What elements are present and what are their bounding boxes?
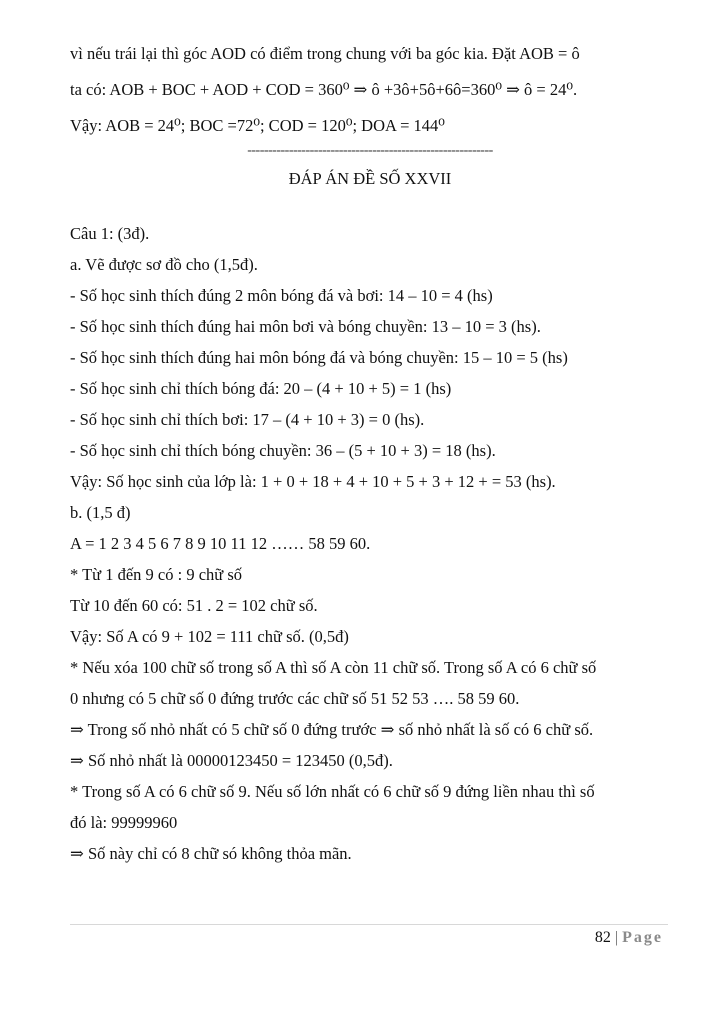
- section-heading: ĐÁP ÁN ĐỀ SỐ XXVII: [288, 169, 452, 188]
- question-title: Câu 1: (3đ).: [70, 224, 150, 243]
- text-line: - Số học sinh thích đúng hai môn bơi và bóng chuyền: 13 – 10 = 3 (hs).: [70, 317, 541, 336]
- text-line: * Nếu xóa 100 chữ số trong số A thì số A còn 11 chữ số. Trong số A có 6 chữ số: [70, 658, 597, 677]
- text-line: ⇒ Số này chỉ có 8 chữ só không thỏa mãn.: [70, 844, 352, 863]
- text-line: - Số học sinh chỉ thích bơi: 17 – (4 + 10 + 3) = 0 (hs).: [70, 410, 425, 429]
- page-number: 82: [594, 929, 611, 946]
- text-line: ta có: AOB + BOC + AOD + COD = 360⁰ ⇒ ô +3ô+5ô+6ô=360⁰ ⇒ ô = 24⁰.: [70, 80, 578, 99]
- section-divider: -----------------------------------------------------------: [247, 143, 493, 158]
- document-page: [70, 36, 670, 869]
- footer-separator: |: [614, 929, 619, 946]
- text-line: ⇒ Trong số nhỏ nhất có 5 chữ số 0 đứng trước ⇒ số nhỏ nhất là số có 6 chữ số.: [70, 720, 594, 739]
- text-line: b. (1,5 đ): [70, 503, 131, 522]
- text-line: Vậy: Số A có 9 + 102 = 111 chữ số. (0,5đ): [70, 627, 349, 646]
- page-footer: [595, 926, 663, 950]
- footer-divider: [70, 924, 668, 925]
- text-line: vì nếu trái lại thì góc AOD có điểm trong chung với ba góc kia. Đặt AOB = ô: [70, 44, 580, 63]
- text-line: - Số học sinh thích đúng 2 môn bóng đá và bơi: 14 – 10 = 4 (hs): [70, 286, 493, 305]
- text-line: - Số học sinh thích đúng hai môn bóng đá và bóng chuyền: 15 – 10 = 5 (hs): [70, 348, 568, 367]
- text-line: Vậy: Số học sinh của lớp là: 1 + 0 + 18 + 4 + 10 + 5 + 3 + 12 + = 53 (hs).: [70, 472, 556, 491]
- text-line: Từ 10 đến 60 có: 51 . 2 = 102 chữ số.: [70, 596, 318, 615]
- answer-body: [70, 218, 670, 869]
- page-label: Page: [622, 929, 663, 946]
- text-line: Vậy: AOB = 24⁰; BOC =72⁰; COD = 120⁰; DOA = 144⁰: [70, 116, 445, 135]
- text-line: đó là: 99999960: [70, 813, 178, 832]
- text-line: ⇒ Số nhỏ nhất là 00000123450 = 123450 (0,5đ).: [70, 751, 393, 770]
- text-line: A = 1 2 3 4 5 6 7 8 9 10 11 12 …… 58 59 60.: [70, 534, 371, 553]
- previous-answer-conclusion: [70, 36, 670, 144]
- text-line: 0 nhưng có 5 chữ số 0 đứng trước các chữ số 51 52 53 …. 58 59 60.: [70, 689, 520, 708]
- text-line: * Trong số A có 6 chữ số 9. Nếu số lớn nhất có 6 chữ số 9 đứng liền nhau thì số: [70, 782, 595, 801]
- text-line: a. Vẽ được sơ đồ cho (1,5đ).: [70, 255, 258, 274]
- text-line: - Số học sinh chỉ thích bóng chuyền: 36 – (5 + 10 + 3) = 18 (hs).: [70, 441, 496, 460]
- text-line: - Số học sinh chỉ thích bóng đá: 20 – (4 + 10 + 5) = 1 (hs): [70, 379, 452, 398]
- text-line: * Từ 1 đến 9 có : 9 chữ số: [70, 565, 243, 584]
